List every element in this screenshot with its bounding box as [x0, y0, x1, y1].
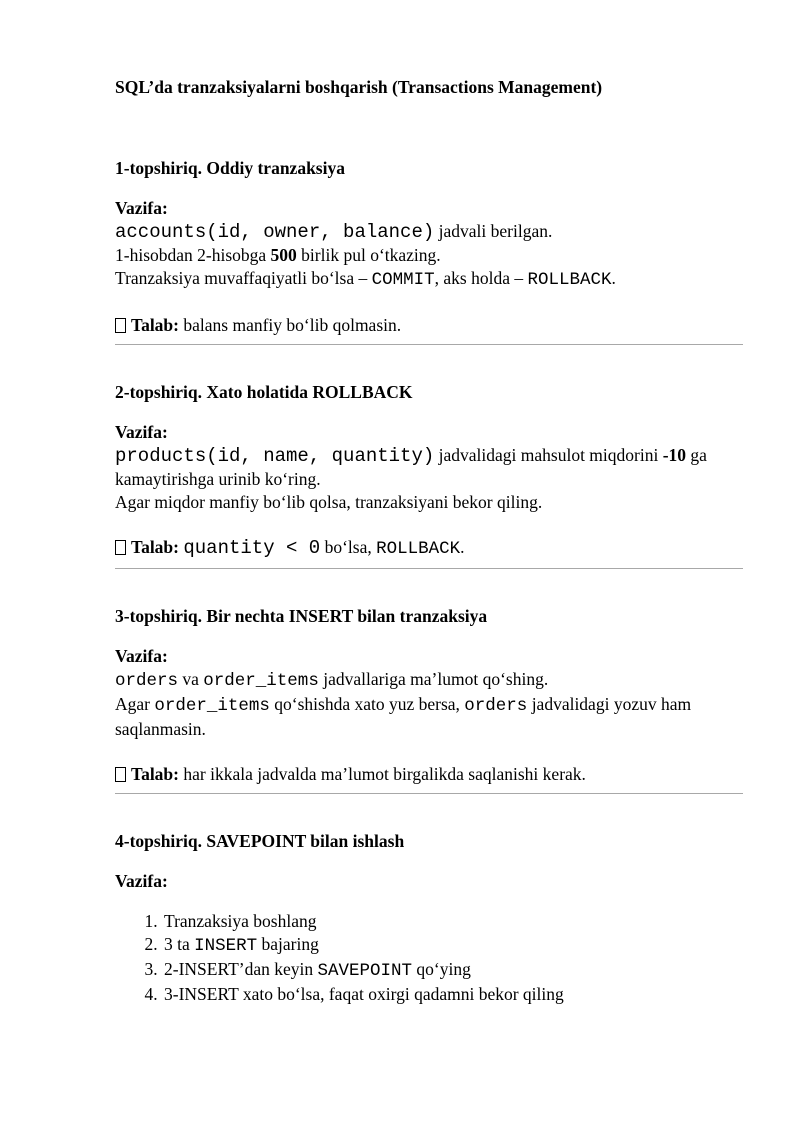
task-1-line-3: Tranzaksiya muvaffaqiyatli bo‘lsa – COMMIT, aks holda – ROLLBACK. — [115, 268, 616, 290]
missing-glyph-box-icon — [115, 767, 126, 782]
rollback-code: ROLLBACK — [376, 539, 461, 559]
missing-glyph-box-icon — [115, 540, 126, 555]
task-3-requirement: Talab: har ikkala jadvalda ma’lumot birgalikda saqlanishi kerak. — [115, 763, 743, 786]
list-item: 3. 2-INSERT’dan keyin SAVEPOINT qo‘ying — [162, 958, 743, 983]
order-items-code: order_items — [154, 696, 270, 716]
task-1 — [115, 157, 743, 337]
task-2-table-code: products(id, name, quantity) — [115, 445, 435, 467]
task-2-line-2: Agar miqdor manfiy bo‘lib qolsa, tranzaksiyani bekor qiling. — [115, 492, 543, 512]
task-1-line-1: accounts(id, owner, balance) jadvali berilgan. — [115, 221, 553, 243]
task-3-vazifa-label: Vazifa: — [115, 646, 168, 666]
quantity-condition-code: quantity < 0 — [183, 537, 321, 559]
task-2-title: 2-topshiriq. Xato holatida ROLLBACK — [115, 382, 413, 402]
list-item: 2. 3 ta INSERT bajaring — [162, 933, 743, 958]
list-item: 1. Tranzaksiya boshlang — [162, 910, 743, 933]
orders-code: orders — [115, 671, 179, 691]
task-2-requirement: Talab: quantity < 0 bo‘lsa, ROLLBACK. — [115, 536, 743, 561]
task-4 — [115, 830, 743, 1006]
task-2-vazifa-label: Vazifa: — [115, 422, 168, 442]
insert-code: INSERT — [194, 936, 258, 956]
task-3-line-1: orders va order_items jadvallariga ma’lumot qo‘shing. — [115, 669, 549, 691]
document-title: SQL’da tranzaksiyalarni boshqarish (Transactions Management) — [115, 77, 603, 97]
task-1-vazifa-label: Vazifa: — [115, 198, 168, 218]
task-1-line-2: 1-hisobdan 2-hisobga 500 birlik pul o‘tkazing. — [115, 245, 441, 265]
document-page — [115, 76, 743, 1006]
task-4-title: 4-topshiriq. SAVEPOINT bilan ishlash — [115, 831, 405, 851]
task-3-title: 3-topshiriq. Bir nechta INSERT bilan tranzaksiya — [115, 606, 488, 626]
order-items-code: order_items — [203, 671, 319, 691]
commit-code: COMMIT — [371, 270, 435, 290]
rollback-code: ROLLBACK — [527, 270, 612, 290]
list-item: 4. 3-INSERT xato bo‘lsa, faqat oxirgi qadamni bekor qiling — [162, 983, 743, 1006]
task-4-vazifa-label: Vazifa: — [115, 871, 168, 891]
task-3 — [115, 605, 743, 786]
task-2-line-1: products(id, name, quantity) jadvalidagi mahsulot miqdorini -10 ga kamaytirishga urinib ko‘ring. — [115, 445, 707, 489]
savepoint-code: SAVEPOINT — [317, 961, 413, 981]
section-divider — [115, 344, 743, 345]
orders-code: orders — [464, 696, 528, 716]
task-3-line-2: Agar order_items qo‘shishda xato yuz bersa, orders jadvalidagi yozuv ham saqlanmasin. — [115, 694, 692, 739]
task-1-table-code: accounts(id, owner, balance) — [115, 221, 435, 243]
task-2 — [115, 381, 743, 561]
section-divider — [115, 568, 743, 569]
task-4-steps — [115, 910, 743, 1006]
missing-glyph-box-icon — [115, 318, 126, 333]
section-divider — [115, 793, 743, 794]
task-1-requirement: Talab: balans manfiy bo‘lib qolmasin. — [115, 314, 743, 337]
task-1-title: 1-topshiriq. Oddiy tranzaksiya — [115, 158, 345, 178]
